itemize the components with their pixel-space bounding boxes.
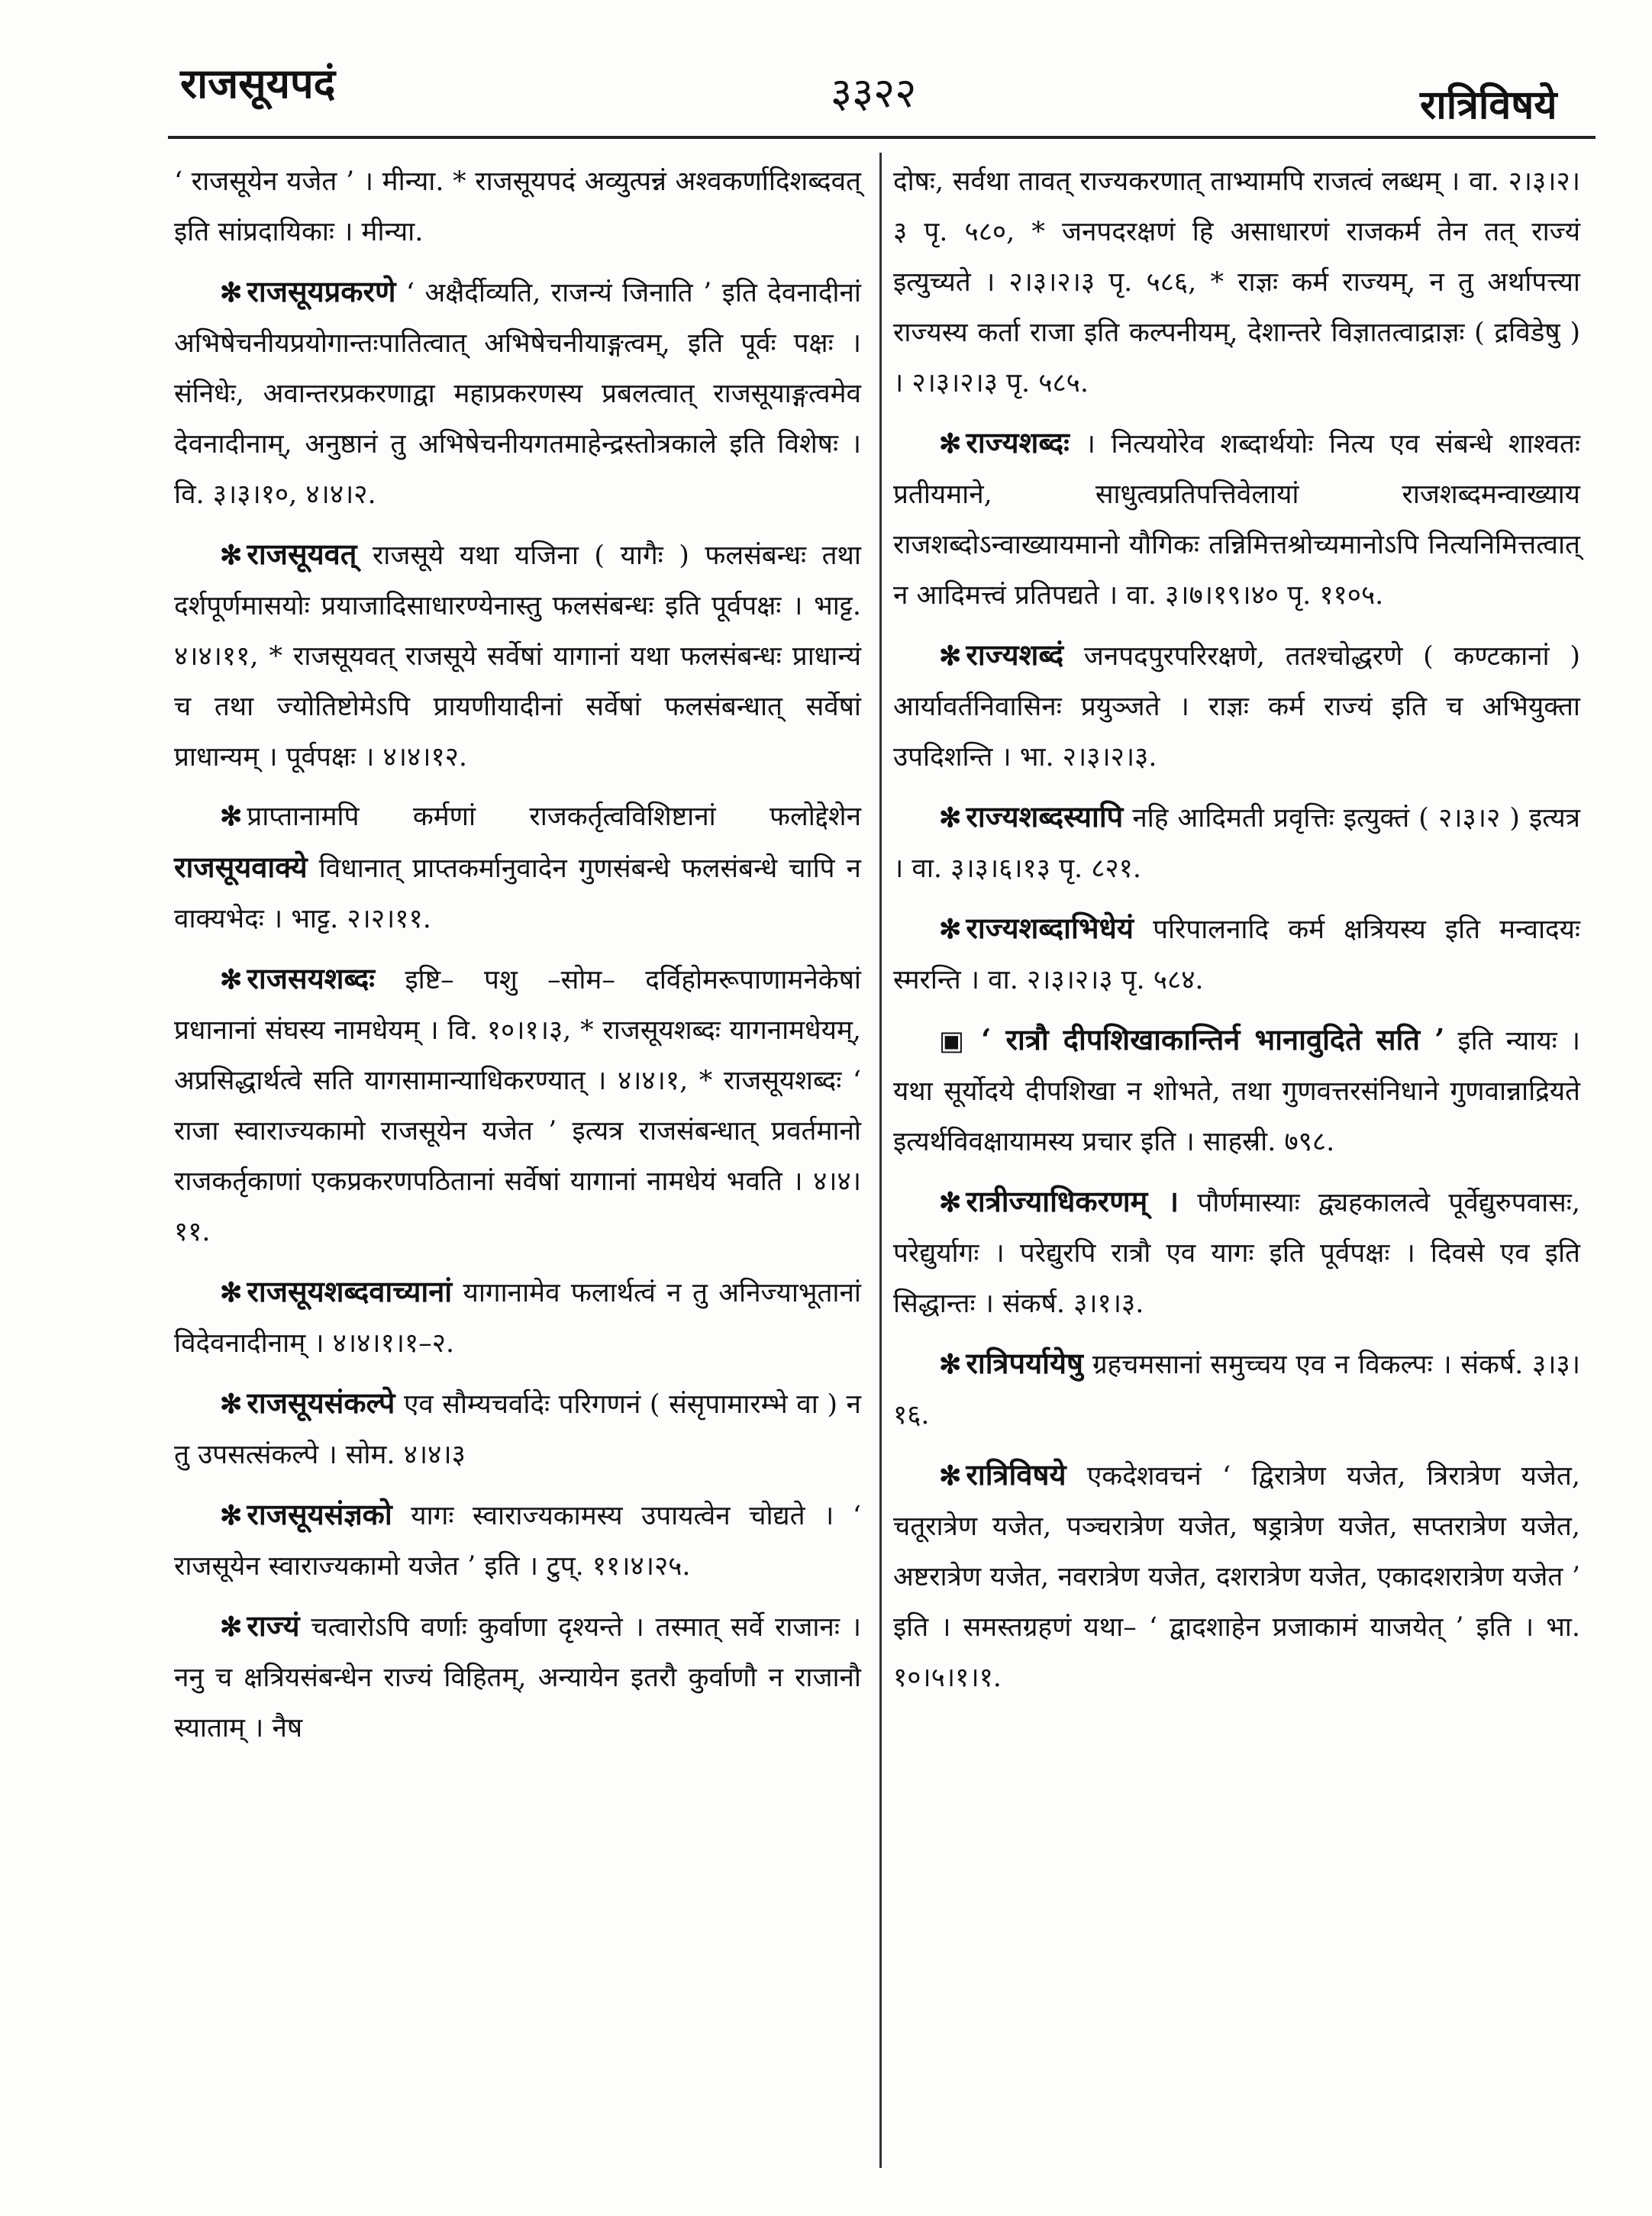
entry-text: इति न्यायः । यथा सूर्योदये दीपशिखा न शोभते, तथा गुणवत्तरसंनिधाने गुणवान्नाद्रियते इत्यर्थविवक्षायामस्य प्रचार इति । साहस्री. ७९८.	[893, 1026, 1580, 1157]
entry-text: इष्टि– पशु –सोम– दर्विहोमरूपाणामनेकेषां प्रधानानां संघस्य नामधेयम् । वि. १०।१।३, * राजसूयशब्दः यागनामधेयम्, अप्रसिद्धार्थत्वे सति यागसामान्याधिकरण्यात् । ४।४।१, * राजसूयशब्दः ‘ राजा स्वाराज्यकामो राजसूयेन यजेत ’ इत्यत्र राजसंबन्धात् प्रवर्तमानो राजकर्तृकाणां एकप्रकरणपठितानां सर्वेषां यागानां नामधेयं भवति । ४।४।११.	[174, 965, 861, 1247]
entry-headword: राजसूयसंकल्पे	[247, 1385, 395, 1420]
dictionary-entry	[893, 1176, 1580, 1329]
entry-text: परिपालनादि कर्म क्षत्रियस्य इति मन्वादयः स्मरन्ति । वा. २।३।२।३ पृ. ५८४.	[893, 914, 1580, 995]
entry-pretext: ‘ राजसूयेन यजेत ’ ।	[174, 166, 374, 197]
dictionary-entry	[174, 1378, 861, 1480]
left-column	[174, 156, 861, 1763]
dictionary-entry	[893, 903, 1580, 1005]
dictionary-entry	[174, 529, 861, 782]
entry-headword: रात्रिविषये	[966, 1457, 1066, 1492]
dictionary-entry	[174, 156, 861, 257]
dictionary-entry	[893, 1014, 1580, 1167]
entry-headword: राजसयशब्दः	[247, 961, 375, 995]
entry-star-icon: ✻	[220, 1389, 243, 1420]
entry-text: नहि आदिमती प्रवृत्तिः इत्युक्तं ( २।३।२ ) इत्यत्र । वा. ३।३।६।१३ पृ. ८२१.	[893, 803, 1580, 884]
entry-star-icon: ✻	[939, 914, 962, 945]
dictionary-entry	[174, 792, 861, 944]
entry-star-icon: ✻	[220, 1611, 243, 1643]
entry-headword: राजसूयवाक्ये	[174, 850, 308, 884]
maxim-icon: ▣	[939, 1025, 979, 1056]
dictionary-entry	[893, 156, 1580, 408]
entry-star-icon: ✻	[220, 964, 243, 995]
entry-headword: राजसूयवत्	[247, 537, 357, 571]
entry-star-icon: ✻	[220, 277, 243, 308]
entry-headword: राज्यशब्दः	[966, 425, 1070, 460]
dictionary-entry	[174, 266, 861, 520]
entry-headword: ‘ रात्रौ दीपशिखाकान्तिर्न भानावुदिते सति ’	[981, 1022, 1445, 1056]
entry-headword: रात्रीज्याधिकरणम् ।	[966, 1184, 1179, 1218]
entry-headword: राज्यशब्दस्यापि	[966, 799, 1124, 834]
running-head-right: रात्रिविषये	[1420, 82, 1557, 128]
entry-headword: राज्यं	[247, 1608, 300, 1643]
entry-text: यागानामेव फलार्थत्वं न तु अनिज्याभूतानां विदेवनादीनाम् । ४।४।१।१–२.	[174, 1278, 861, 1359]
dictionary-entry	[893, 630, 1580, 782]
entry-text: दोषः, सर्वथा तावत् राज्यकरणात् ताभ्यामपि राजत्वं लब्धम् । वा. २।३।२।३ पृ. ५८०, * जनपदरक्षणं हि असाधारणं राजकर्म तेन तत् राज्यं इत्युच्यते । २।३।२।३ पृ. ५८६, * राज्ञः कर्म राज्यम्, न तु अर्थापत्त्या राज्यस्य कर्ता राजा इति कल्पनीयम्, देशान्तरे विज्ञातत्वाद्राज्ञः ( द्रविडेषु ) । २।३।२।३ पृ. ५८५.	[893, 166, 1580, 398]
entry-star-icon: ✻	[939, 640, 962, 672]
entry-star-icon: ✻	[220, 801, 243, 832]
dictionary-entry	[893, 418, 1580, 621]
entry-text: विधानात् प्राप्तकर्मानुवादेन गुणसंबन्धे फलसंबन्धे चापि न वाक्यभेदः । भाट्ट. २।२।११.	[174, 853, 861, 934]
entry-headword: राज्यशब्दं	[966, 637, 1064, 672]
entry-text: मीन्या. * राजसूयपदं अव्युत्पन्नं अश्वकर्णादिशब्दवत् इति सांप्रदायिकाः । मीन्या.	[174, 166, 861, 247]
dictionary-entry	[893, 1450, 1580, 1703]
entry-star-icon: ✻	[220, 1277, 243, 1308]
column-divider	[879, 153, 882, 2168]
entry-text: राजसूये यथा यजिना ( यागैः ) फलसंबन्धः तथा दर्शपूर्णमासयोः प्रयाजादिसाधारण्येनास्तु फलसंबन्धः इति पूर्वपक्षः । भाट्ट. ४।४।११, * राजसूयवत् राजसूये सर्वेषां यागानां यथा फलसंबन्धः प्राधान्यं च तथा ज्योतिष्टोमेऽपि प्रायणीयादीनां सर्वेषां फलसंबन्धात् सर्वेषां प्राधान्यम् । पूर्वपक्षः । ४।४।१२.	[174, 540, 861, 773]
entry-text: एव सौम्यचर्वादेः परिगणनं ( संसृपामारम्भे वा ) न तु उपसत्संकल्पे । सोम. ४।४।३	[174, 1389, 861, 1470]
entry-pretext: प्राप्तानामपि कर्मणां राजकर्तृत्वविशिष्टानां फलोद्देशेन	[247, 802, 861, 832]
entry-headword: राजसूयप्रकरणे	[247, 274, 396, 308]
dictionary-entry	[174, 953, 861, 1257]
entry-headword: राजसूयसंज्ञको	[247, 1497, 392, 1531]
entry-text: । नित्ययोरेव शब्दार्थयोः नित्य एव संबन्धे शाश्वतः प्रतीयमाने, साधुत्वप्रतिपत्तिवेलायां राजशब्दमन्वाख्याय राजशब्दोऽन्वाख्यायमानो यौगिकः तन्निमित्तश्रोच्यमानोऽपि नित्यनिमित्तत्वात् न आदिमत्त्वं प्रतिपद्यते । वा. ३।७।१९।४० पृ. ११०५.	[893, 429, 1580, 611]
entry-text: ग्रहचमसानां समुच्चय एव न विकल्पः । संकर्ष. ३।३।१६.	[893, 1350, 1580, 1431]
entry-star-icon: ✻	[939, 1349, 962, 1380]
dictionary-entry	[893, 1338, 1580, 1440]
entry-text: यागः स्वाराज्यकामस्य उपायत्वेन चोद्यते । ‘ राजसूयेन स्वाराज्यकामो यजेत ’ इति । टुप्. ११।४।२५.	[174, 1501, 861, 1582]
entry-star-icon: ✻	[939, 1460, 962, 1492]
dictionary-entry	[174, 1489, 861, 1592]
entry-headword: राजसूयशब्दवाच्यानां	[247, 1274, 453, 1308]
entry-star-icon: ✻	[220, 1500, 243, 1531]
entry-star-icon: ✻	[939, 428, 962, 460]
page-number: ३३२२	[831, 69, 917, 117]
entry-headword: रात्रिपर्यायेषु	[966, 1346, 1084, 1380]
entry-text: पौर्णमास्याः द्व्यहकालत्वे पूर्वेद्युरुपवासः, परेद्युर्यागः । परेद्युरपि रात्रौ एव यागः इति पूर्वपक्षः । दिवसे एव इति सिद्धान्तः । संकर्ष. ३।१।३.	[893, 1188, 1580, 1319]
entry-text: ‘ अक्षैर्दीव्यति, राजन्यं जिनाति ’ इति देवनादीनां अभिषेचनीयप्रयोगान्तःपातित्वात् अभिषेचनीयाङ्गत्वम्, इति पूर्वः पक्षः । संनिधेः, अवान्तरप्रकरणाद्वा महाप्रकरणस्य प्रबलत्वात् राजसूयाङ्गत्वमेव देवनादीनाम्, अनुष्ठानं तु अभिषेचनीयगतमाहेन्द्रस्तोत्रकाले इति विशेषः । वि. ३।३।१०, ४।४।२.	[174, 278, 861, 510]
page-header	[0, 0, 1652, 145]
right-column	[893, 156, 1580, 1712]
dictionary-entry	[174, 1601, 861, 1753]
entry-star-icon: ✻	[220, 540, 243, 571]
running-head-left: राजसूयपदं	[180, 59, 336, 108]
entry-text: एकदेशवचनं ‘ द्विरात्रेण यजेत, त्रिरात्रेण यजेत, चतूरात्रेण यजेत, पञ्चरात्रेण यजेत, षड्रात्रेण यजेत, सप्तरात्रेण यजेत, अष्टरात्रेण यजेत, नवरात्रेण यजेत, दशरात्रेण यजेत, एकादशरात्रेण यजेत ’ इति । समस्तग्रहणं यथा– ‘ द्वादशाहेन प्रजाकामं याजयेत् ’ इति । भा. १०।५।१।१.	[893, 1461, 1580, 1693]
header-rule	[168, 136, 1596, 139]
dictionary-entry	[893, 792, 1580, 894]
entry-star-icon: ✻	[939, 1187, 962, 1218]
entry-star-icon: ✻	[939, 802, 962, 834]
entry-text: जनपदपुरपरिरक्षणे, ततश्चोद्धरणे ( कण्टकानां ) आर्यावर्तनिवासिनः प्रयुञ्जते । राज्ञः कर्म राज्यं इति च अभियुक्ता उपदिशन्ति । भा. २।३।२।३.	[893, 641, 1580, 773]
dictionary-entry	[174, 1266, 861, 1369]
entry-text: चत्वारोऽपि वर्णाः कुर्वाणा दृश्यन्ते । तस्मात् सर्वे राजानः । ननु च क्षत्रियसंबन्धेन राज्यं विहितम्, अन्यायेन इतरौ कुर्वाणौ न राजानौ स्याताम् । नैष	[174, 1612, 861, 1743]
entry-headword: राज्यशब्दाभिधेयं	[966, 911, 1134, 945]
